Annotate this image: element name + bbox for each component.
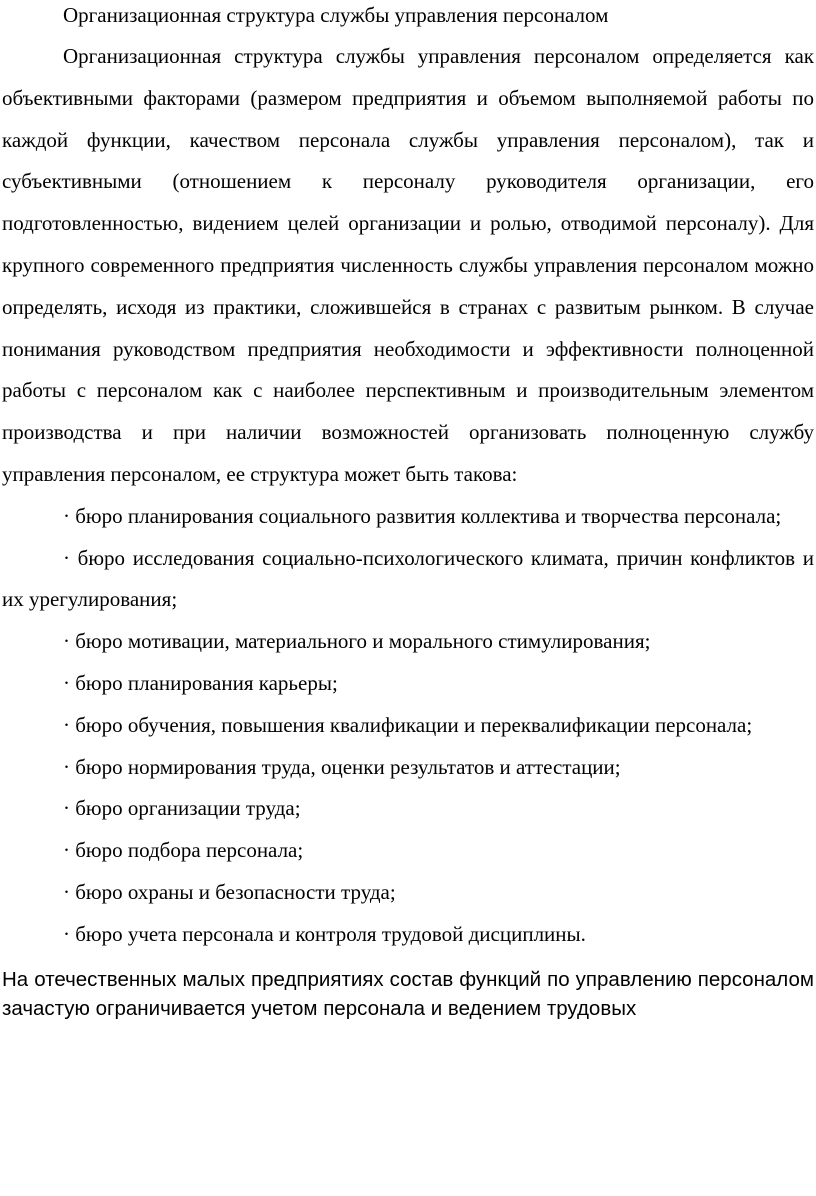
intro-paragraph: Организационная структура службы управления персоналом определяется как объективными факторами (размером предприятия и объемом выполняемой работы по каждой функции, качеством персонала службы управления персоналом), так и субъективными (отношением к персоналу руководителя организации, его подготовленностью, видением целей организации и ролью, отводимой персоналу). Для крупного современного предприятия численность службы управления персоналом можно определять, исходя из практики, сложившейся в странах с развитым рынком. В случае понимания руководством предприятия необходимости и эффективности полноценной работы с персоналом как с наиболее перспективным и производительным элементом производства и при наличии возможностей организовать полноценную службу управления персоналом, ее структура может быть такова: xyxy=(2,44,814,486)
document-heading: Организационная структура службы управления персоналом xyxy=(63,3,609,27)
list-item: · бюро исследования социально-психологического климата, причин конфликтов и их урегулирования; xyxy=(2,545,814,612)
list-item: · бюро подбора персонала; xyxy=(63,838,304,863)
list-item: · бюро учета персонала и контроля трудовой дисциплины. xyxy=(63,921,586,946)
list-item: · бюро нормирования труда, оценки результатов и аттестации; xyxy=(63,754,621,779)
bureau-list xyxy=(2,496,814,956)
list-item: · бюро планирования карьеры; xyxy=(63,670,338,695)
list-item: · бюро охраны и безопасности труда; xyxy=(63,879,396,904)
list-item: · бюро обучения, повышения квалификации и переквалификации персонала; xyxy=(63,712,753,737)
list-item: · бюро организации труда; xyxy=(63,796,301,821)
closing-paragraph: На отечественных малых предприятиях состав функций по управлению персоналом зачастую ограничивается учетом персонала и ведением трудовых xyxy=(2,967,814,1020)
list-item: · бюро мотивации, материального и морального стимулирования; xyxy=(63,629,651,654)
list-item: · бюро планирования социального развития коллектива и творчества персонала; xyxy=(63,503,782,528)
